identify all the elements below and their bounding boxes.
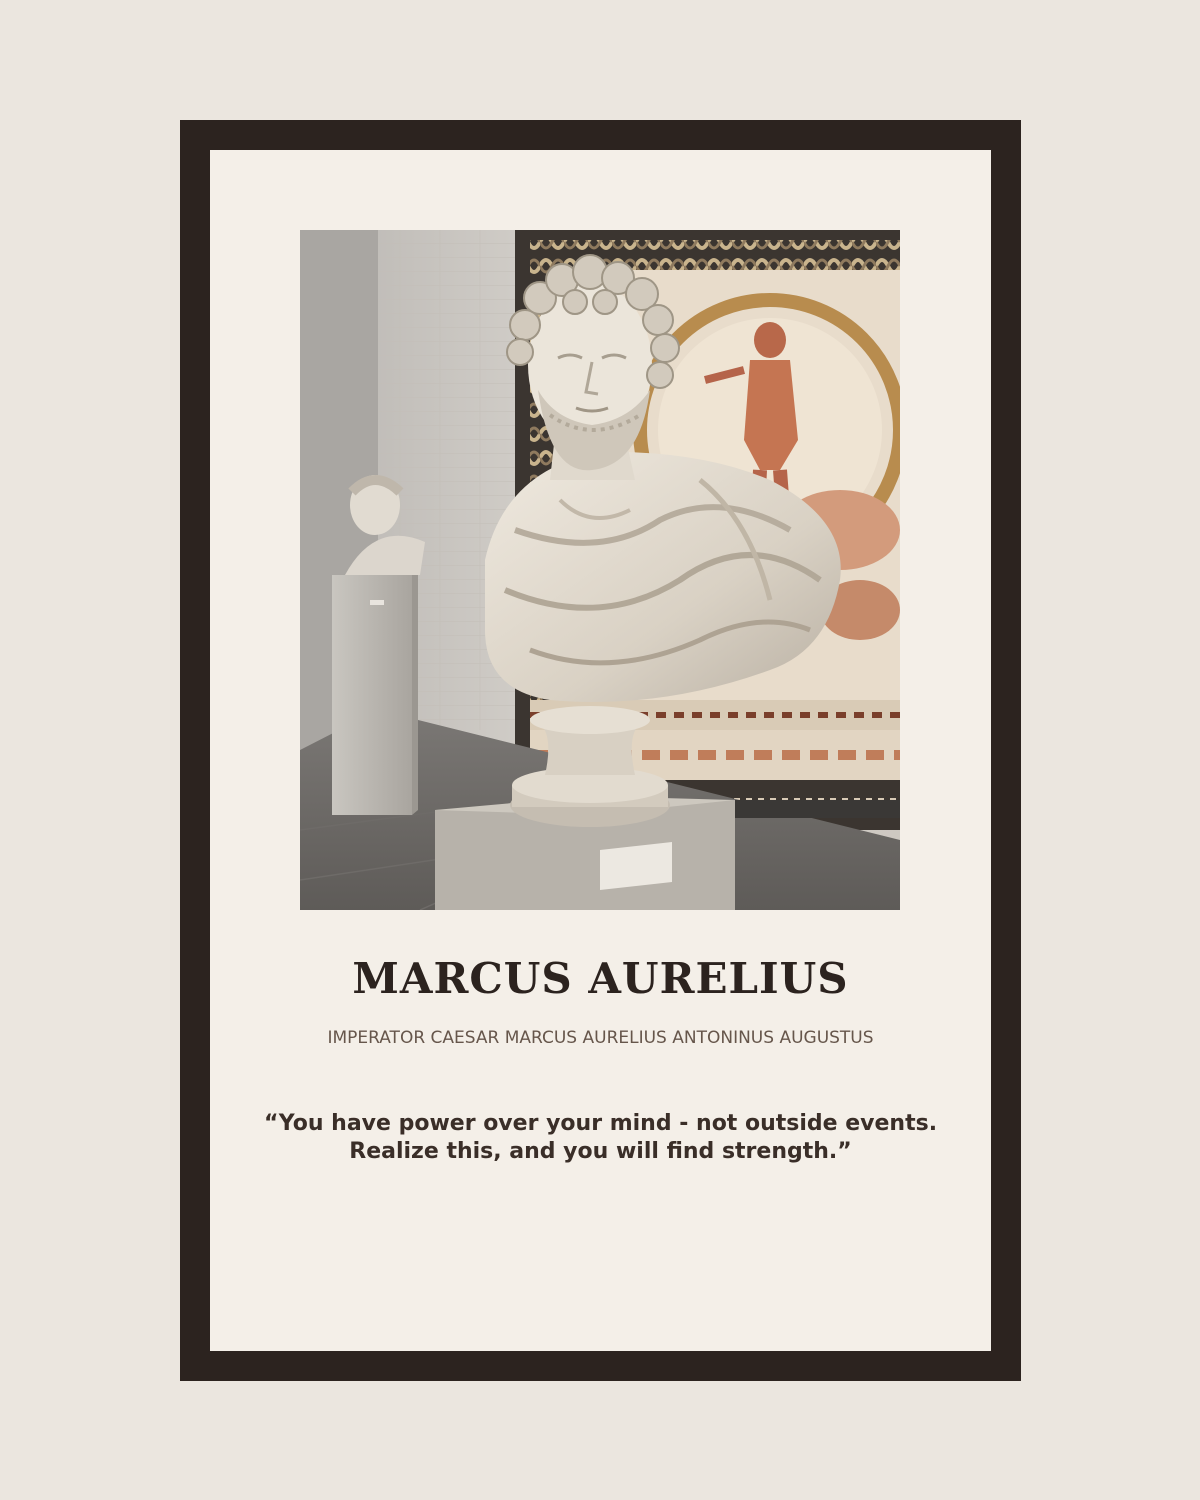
full-name-subtitle: IMPERATOR CAESAR MARCUS AURELIUS ANTONINUS AUGUSTUS [327,1028,874,1048]
quote-line-2: Realize this, and you will find strength.” [349,1139,852,1164]
poster-title: MARCUS AURELIUS [352,954,849,1003]
poster-frame [180,120,1021,1381]
quote [210,1110,991,1166]
bust-photo [300,230,900,910]
quote-line-1: “You have power over your mind - not outside events. [263,1111,938,1136]
marble-bust-illustration [300,230,900,910]
